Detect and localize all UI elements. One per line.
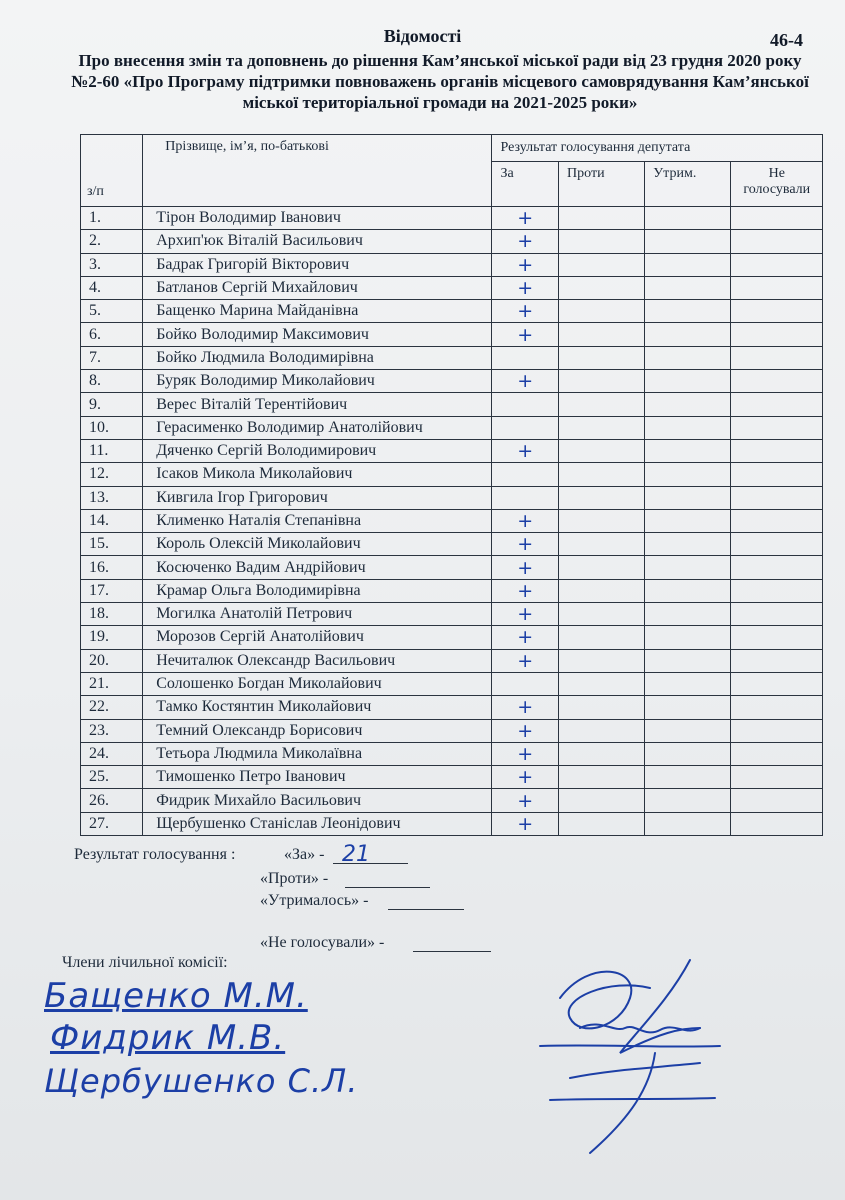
vote-not-voted-cell bbox=[731, 346, 823, 369]
deputy-name: Щербушенко Станіслав Леонідович bbox=[143, 812, 492, 835]
signature-scribble bbox=[520, 958, 740, 1158]
table-row bbox=[81, 742, 823, 765]
header-name: Прізвище, ім’я, по-батькові bbox=[143, 135, 492, 207]
vote-for-mark: + bbox=[492, 789, 559, 812]
vote-not-voted-cell bbox=[731, 393, 823, 416]
deputy-name: Архип'юк Віталій Васильович bbox=[143, 230, 492, 253]
row-number: 13. bbox=[81, 486, 143, 509]
row-number: 2. bbox=[81, 230, 143, 253]
vote-abstain-cell bbox=[645, 276, 731, 299]
vote-against-cell bbox=[559, 276, 645, 299]
deputy-name: Клименко Наталія Степанівна bbox=[143, 509, 492, 532]
row-number: 12. bbox=[81, 463, 143, 486]
row-number: 15. bbox=[81, 533, 143, 556]
table-row bbox=[81, 719, 823, 742]
deputy-name: Бойко Людмила Володимирівна bbox=[143, 346, 492, 369]
vote-abstain-cell bbox=[645, 789, 731, 812]
vote-abstain-cell bbox=[645, 439, 731, 462]
vote-not-voted-cell bbox=[731, 370, 823, 393]
vote-against-cell bbox=[559, 626, 645, 649]
vote-not-voted-cell bbox=[731, 556, 823, 579]
deputy-name: Солошенко Богдан Миколайович bbox=[143, 672, 492, 695]
results-against-line bbox=[345, 870, 430, 888]
deputy-name: Дяченко Сергій Володимирович bbox=[143, 439, 492, 462]
vote-abstain-cell bbox=[645, 393, 731, 416]
table-row bbox=[81, 579, 823, 602]
vote-not-voted-cell bbox=[731, 742, 823, 765]
vote-against-cell bbox=[559, 439, 645, 462]
document-subtitle: Про внесення змін та доповнень до рішення Кам’янської міської ради від 23 грудня 2020 року №2-60 «Про Програму підтримки повноважень органів місцевого самоврядування Кам’янської міської територіальної громади на 2021-2025 роки» bbox=[71, 51, 809, 112]
vote-for-mark: + bbox=[492, 812, 559, 835]
row-number: 1. bbox=[81, 207, 143, 230]
row-number: 6. bbox=[81, 323, 143, 346]
vote-abstain-cell bbox=[645, 230, 731, 253]
row-number: 16. bbox=[81, 556, 143, 579]
row-number: 17. bbox=[81, 579, 143, 602]
vote-against-cell bbox=[559, 253, 645, 276]
table-row bbox=[81, 766, 823, 789]
deputy-name: Король Олексій Миколайович bbox=[143, 533, 492, 556]
vote-for-mark: + bbox=[492, 323, 559, 346]
vote-against-cell bbox=[559, 603, 645, 626]
deputy-name: Кивгила Ігор Григорович bbox=[143, 486, 492, 509]
vote-abstain-cell bbox=[645, 207, 731, 230]
vote-abstain-cell bbox=[645, 766, 731, 789]
vote-for-mark: + bbox=[492, 276, 559, 299]
deputy-name: Могилка Анатолій Петрович bbox=[143, 603, 492, 626]
vote-against-cell bbox=[559, 300, 645, 323]
row-number: 18. bbox=[81, 603, 143, 626]
table-row bbox=[81, 230, 823, 253]
vote-for-mark bbox=[492, 346, 559, 369]
row-number: 8. bbox=[81, 370, 143, 393]
vote-abstain-cell bbox=[645, 742, 731, 765]
deputy-name: Крамар Ольга Володимирівна bbox=[143, 579, 492, 602]
row-number: 5. bbox=[81, 300, 143, 323]
vote-not-voted-cell bbox=[731, 323, 823, 346]
row-number: 21. bbox=[81, 672, 143, 695]
vote-against-cell bbox=[559, 323, 645, 346]
row-number: 14. bbox=[81, 509, 143, 532]
row-number: 24. bbox=[81, 742, 143, 765]
deputy-name: Бадрак Григорій Вікторович bbox=[143, 253, 492, 276]
header-against: Проти bbox=[559, 162, 645, 207]
vote-for-mark bbox=[492, 486, 559, 509]
row-number: 23. bbox=[81, 719, 143, 742]
row-number: 20. bbox=[81, 649, 143, 672]
vote-abstain-cell bbox=[645, 300, 731, 323]
table-row bbox=[81, 672, 823, 695]
table-row bbox=[81, 463, 823, 486]
vote-against-cell bbox=[559, 789, 645, 812]
vote-against-cell bbox=[559, 719, 645, 742]
vote-not-voted-cell bbox=[731, 253, 823, 276]
results-for-label: «За» - bbox=[284, 846, 325, 863]
vote-for-mark bbox=[492, 393, 559, 416]
vote-not-voted-cell bbox=[731, 439, 823, 462]
deputy-name: Косюченко Вадим Андрійович bbox=[143, 556, 492, 579]
vote-against-cell bbox=[559, 742, 645, 765]
results-against-label: «Проти» - bbox=[260, 870, 329, 887]
vote-against-cell bbox=[559, 370, 645, 393]
vote-for-mark: + bbox=[492, 696, 559, 719]
vote-not-voted-cell bbox=[731, 696, 823, 719]
table-row bbox=[81, 416, 823, 439]
vote-against-cell bbox=[559, 416, 645, 439]
table-row bbox=[81, 696, 823, 719]
deputy-name: Батланов Сергій Михайлович bbox=[143, 276, 492, 299]
deputy-name: Темний Олександр Борисович bbox=[143, 719, 492, 742]
vote-not-voted-cell bbox=[731, 672, 823, 695]
results-abstain-line bbox=[388, 892, 464, 910]
commission-member-1-signature: Бащенко М.М. bbox=[44, 976, 308, 1016]
deputy-name: Бойко Володимир Максимович bbox=[143, 323, 492, 346]
table-row bbox=[81, 253, 823, 276]
commission-label: Члени лічильної комісії: bbox=[62, 954, 228, 971]
vote-abstain-cell bbox=[645, 812, 731, 835]
vote-for-mark: + bbox=[492, 742, 559, 765]
vote-abstain-cell bbox=[645, 509, 731, 532]
vote-against-cell bbox=[559, 812, 645, 835]
vote-against-cell bbox=[559, 230, 645, 253]
vote-against-cell bbox=[559, 346, 645, 369]
vote-against-cell bbox=[559, 696, 645, 719]
vote-not-voted-cell bbox=[731, 463, 823, 486]
deputy-name: Герасименко Володимир Анатолійович bbox=[143, 416, 492, 439]
vote-not-voted-cell bbox=[731, 509, 823, 532]
row-number: 26. bbox=[81, 789, 143, 812]
voting-table-body bbox=[81, 207, 823, 836]
vote-against-cell bbox=[559, 579, 645, 602]
vote-not-voted-cell bbox=[731, 626, 823, 649]
vote-against-cell bbox=[559, 207, 645, 230]
vote-against-cell bbox=[559, 486, 645, 509]
results-label: Результат голосування : bbox=[74, 846, 236, 863]
vote-for-mark: + bbox=[492, 719, 559, 742]
vote-abstain-cell bbox=[645, 696, 731, 719]
vote-abstain-cell bbox=[645, 486, 731, 509]
deputy-name: Тетьора Людмила Миколаївна bbox=[143, 742, 492, 765]
vote-for-mark: + bbox=[492, 766, 559, 789]
vote-not-voted-cell bbox=[731, 766, 823, 789]
table-row bbox=[81, 370, 823, 393]
header-for: За bbox=[492, 162, 559, 207]
vote-for-mark bbox=[492, 416, 559, 439]
vote-against-cell bbox=[559, 533, 645, 556]
header-abstain: Утрим. bbox=[645, 162, 731, 207]
table-row bbox=[81, 486, 823, 509]
table-row bbox=[81, 626, 823, 649]
table-row bbox=[81, 649, 823, 672]
voting-table bbox=[80, 134, 823, 836]
deputy-name: Морозов Сергій Анатолійович bbox=[143, 626, 492, 649]
vote-not-voted-cell bbox=[731, 276, 823, 299]
table-row bbox=[81, 439, 823, 462]
vote-for-mark: + bbox=[492, 603, 559, 626]
document-number: 46-4 bbox=[770, 30, 803, 50]
table-row bbox=[81, 533, 823, 556]
vote-not-voted-cell bbox=[731, 579, 823, 602]
row-number: 9. bbox=[81, 393, 143, 416]
vote-not-voted-cell bbox=[731, 300, 823, 323]
deputy-name: Верес Віталій Терентійович bbox=[143, 393, 492, 416]
header-result: Результат голосування депутата bbox=[492, 135, 823, 162]
vote-against-cell bbox=[559, 509, 645, 532]
table-row bbox=[81, 276, 823, 299]
document-title: Відомості bbox=[383, 26, 462, 46]
vote-not-voted-cell bbox=[731, 533, 823, 556]
vote-against-cell bbox=[559, 463, 645, 486]
vote-abstain-cell bbox=[645, 533, 731, 556]
table-row bbox=[81, 346, 823, 369]
vote-abstain-cell bbox=[645, 556, 731, 579]
row-number: 10. bbox=[81, 416, 143, 439]
vote-not-voted-cell bbox=[731, 603, 823, 626]
vote-for-mark: + bbox=[492, 649, 559, 672]
vote-for-mark: + bbox=[492, 626, 559, 649]
table-row bbox=[81, 556, 823, 579]
vote-abstain-cell bbox=[645, 626, 731, 649]
vote-not-voted-cell bbox=[731, 207, 823, 230]
results-abstain-label: «Утрималось» - bbox=[260, 892, 369, 909]
vote-for-mark: + bbox=[492, 370, 559, 393]
row-number: 7. bbox=[81, 346, 143, 369]
vote-abstain-cell bbox=[645, 603, 731, 626]
vote-not-voted-cell bbox=[731, 416, 823, 439]
deputy-name: Нечиталюк Олександр Васильович bbox=[143, 649, 492, 672]
vote-against-cell bbox=[559, 393, 645, 416]
row-number: 27. bbox=[81, 812, 143, 835]
table-row bbox=[81, 509, 823, 532]
vote-for-mark: + bbox=[492, 579, 559, 602]
vote-for-mark: + bbox=[492, 207, 559, 230]
vote-not-voted-cell bbox=[731, 486, 823, 509]
vote-abstain-cell bbox=[645, 346, 731, 369]
vote-against-cell bbox=[559, 649, 645, 672]
deputy-name: Тимошенко Петро Іванович bbox=[143, 766, 492, 789]
table-row bbox=[81, 603, 823, 626]
deputy-name: Тірон Володимир Іванович bbox=[143, 207, 492, 230]
table-row bbox=[81, 812, 823, 835]
deputy-name: Фидрик Михайло Васильович bbox=[143, 789, 492, 812]
vote-for-mark bbox=[492, 463, 559, 486]
vote-for-mark: + bbox=[492, 509, 559, 532]
row-number: 22. bbox=[81, 696, 143, 719]
vote-abstain-cell bbox=[645, 463, 731, 486]
deputy-name: Бащенко Марина Майданівна bbox=[143, 300, 492, 323]
vote-abstain-cell bbox=[645, 649, 731, 672]
vote-not-voted-cell bbox=[731, 649, 823, 672]
deputy-name: Буряк Володимир Миколайович bbox=[143, 370, 492, 393]
vote-not-voted-cell bbox=[731, 812, 823, 835]
vote-for-mark: + bbox=[492, 230, 559, 253]
vote-not-voted-cell bbox=[731, 789, 823, 812]
results-not-voted-label: «Не голосували» - bbox=[260, 934, 385, 951]
table-row bbox=[81, 300, 823, 323]
table-row bbox=[81, 323, 823, 346]
vote-for-mark: + bbox=[492, 439, 559, 462]
vote-abstain-cell bbox=[645, 416, 731, 439]
results-not-voted-line bbox=[413, 934, 491, 952]
table-row bbox=[81, 393, 823, 416]
vote-not-voted-cell bbox=[731, 719, 823, 742]
vote-abstain-cell bbox=[645, 579, 731, 602]
row-number: 11. bbox=[81, 439, 143, 462]
vote-against-cell bbox=[559, 672, 645, 695]
vote-not-voted-cell bbox=[731, 230, 823, 253]
vote-abstain-cell bbox=[645, 323, 731, 346]
table-row bbox=[81, 789, 823, 812]
commission-member-2-signature: Фидрик М.В. bbox=[50, 1018, 286, 1058]
vote-for-mark bbox=[492, 672, 559, 695]
vote-against-cell bbox=[559, 766, 645, 789]
vote-for-mark: + bbox=[492, 253, 559, 276]
vote-for-mark: + bbox=[492, 556, 559, 579]
vote-abstain-cell bbox=[645, 672, 731, 695]
vote-against-cell bbox=[559, 556, 645, 579]
vote-abstain-cell bbox=[645, 370, 731, 393]
header-num: з/п bbox=[81, 135, 143, 207]
row-number: 25. bbox=[81, 766, 143, 789]
vote-abstain-cell bbox=[645, 719, 731, 742]
header-not-voted: Не голосували bbox=[731, 162, 823, 207]
row-number: 19. bbox=[81, 626, 143, 649]
results-for-value: 21 bbox=[342, 842, 370, 867]
deputy-name: Ісаков Микола Миколайович bbox=[143, 463, 492, 486]
row-number: 3. bbox=[81, 253, 143, 276]
row-number: 4. bbox=[81, 276, 143, 299]
vote-for-mark: + bbox=[492, 300, 559, 323]
commission-member-3-signature: Щербушенко С.Л. bbox=[44, 1062, 359, 1100]
deputy-name: Тамко Костянтин Миколайович bbox=[143, 696, 492, 719]
vote-abstain-cell bbox=[645, 253, 731, 276]
table-row bbox=[81, 207, 823, 230]
vote-for-mark: + bbox=[492, 533, 559, 556]
